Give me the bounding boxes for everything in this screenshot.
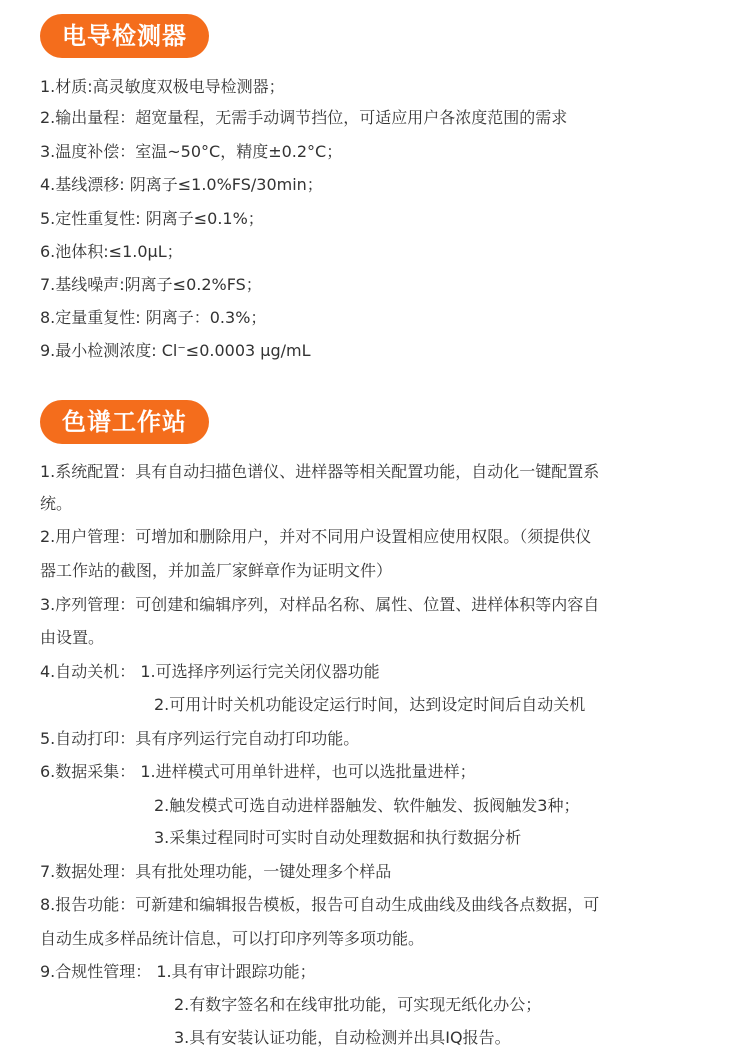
- section1-item: 5.定性重复性: 阴离子≤0.1%；: [40, 209, 264, 228]
- section1-item: 7.基线噪声:阴离子≤0.2%FS；: [40, 275, 262, 294]
- section1-item: 8.定量重复性: 阴离子：0.3%；: [40, 308, 267, 327]
- section2-line: 自动生成多样品统计信息，可以打印序列等多项功能。: [40, 929, 425, 948]
- section2-line: 6.数据采集： 1.进样模式可用单针进样，也可以选批量进样；: [40, 762, 476, 781]
- section1-item: 1.材质:高灵敏度双极电导检测器；: [40, 77, 285, 96]
- section2-line: 3.具有安装认证功能，自动检测并出具IQ报告。: [174, 1028, 511, 1047]
- section1-title: 电导检测器: [40, 14, 209, 58]
- section2-line: 5.自动打印：具有序列运行完自动打印功能。: [40, 729, 360, 748]
- section2-line: 3.采集过程同时可实时自动处理数据和执行数据分析: [154, 828, 522, 847]
- section2-line: 7.数据处理：具有批处理功能，一键处理多个样品: [40, 862, 392, 881]
- section1-item: 9.最小检测浓度: Cl⁻≤0.0003 μg/mL: [40, 341, 311, 360]
- section2-line: 2.用户管理：可增加和删除用户，并对不同用户设置相应使用权限。（须提供仪: [40, 527, 592, 546]
- section2-line: 统。: [40, 494, 73, 513]
- section2-line: 1.系统配置：具有自动扫描色谱仪、进样器等相关配置功能，自动化一键配置系: [40, 462, 600, 481]
- section1-item: 4.基线漂移: 阴离子≤1.0%FS/30min；: [40, 175, 323, 194]
- section2-line: 2.有数字签名和在线审批功能，可实现无纸化办公；: [174, 995, 542, 1014]
- section2-line: 8.报告功能：可新建和编辑报告模板，报告可自动生成曲线及曲线各点数据，可: [40, 895, 600, 914]
- section2-line: 2.触发模式可选自动进样器触发、软件触发、扳阀触发3种；: [154, 796, 580, 815]
- section2-line: 2.可用计时关机功能设定运行时间，达到设定时间后自动关机: [154, 695, 586, 714]
- section2-line: 9.合规性管理： 1.具有审计跟踪功能；: [40, 962, 316, 981]
- section1-item: 3.温度补偿：室温~50°C，精度±0.2°C；: [40, 142, 343, 161]
- section2-line: 由设置。: [40, 628, 105, 647]
- section2-line: 4.自动关机： 1.可选择序列运行完关闭仪器功能: [40, 662, 380, 681]
- section1-item: 6.池体积:≤1.0μL；: [40, 242, 183, 261]
- section2-line: 3.序列管理：可创建和编辑序列，对样品名称、属性、位置、进样体积等内容自: [40, 595, 600, 614]
- section2-title: 色谱工作站: [40, 400, 209, 444]
- section2-line: 器工作站的截图，并加盖厂家鲜章作为证明文件）: [40, 561, 393, 580]
- section1-item: 2.输出量程：超宽量程，无需手动调节挡位，可适应用户各浓度范围的需求: [40, 108, 568, 127]
